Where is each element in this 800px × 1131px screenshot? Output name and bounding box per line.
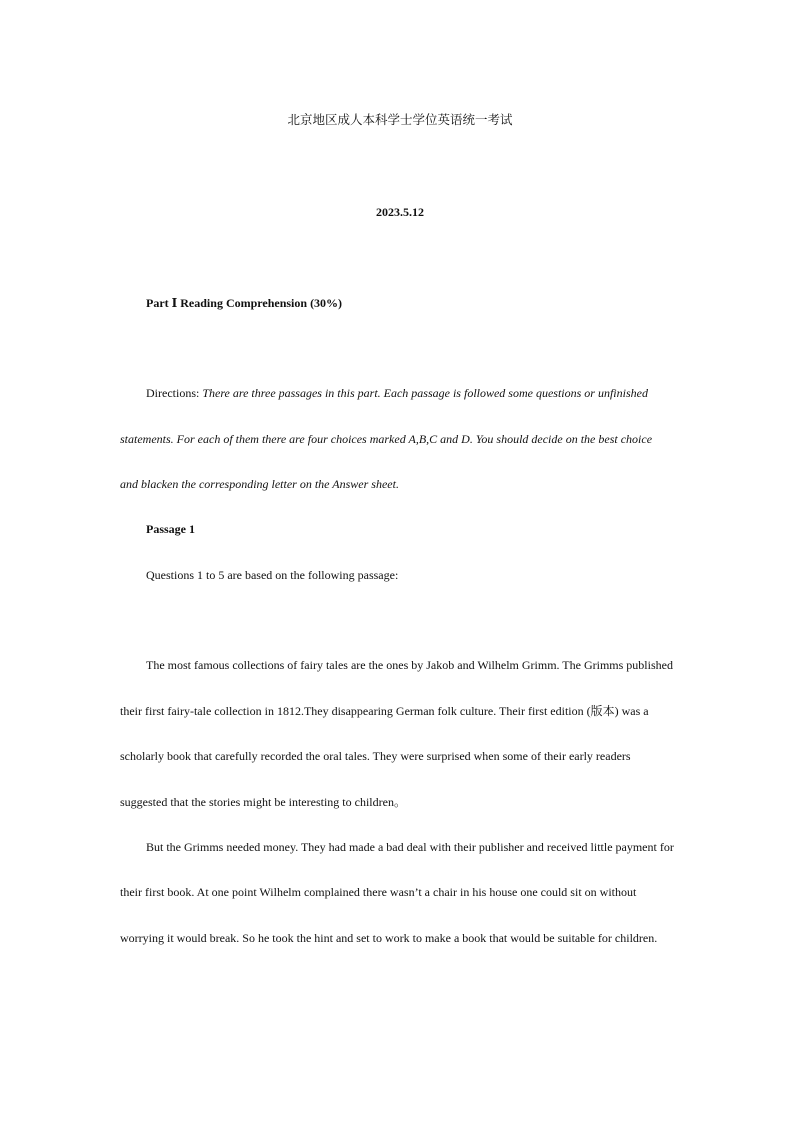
directions-line-1 xyxy=(146,386,648,400)
passage-heading: Passage 1 xyxy=(146,522,195,536)
exam-date: 2023.5.12 xyxy=(376,205,424,219)
paragraph-1-line-4: suggested that the stories might be interesting to children。 xyxy=(120,795,406,809)
directions-line-3: and blacken the corresponding letter on the Answer sheet. xyxy=(120,477,399,491)
paragraph-1-line-2: their first fairy-tale collection in 1812.They disappearing German folk culture. Their first edition (版本) was a xyxy=(120,704,649,718)
paragraph-2-line-2: their first book. At one point Wilhelm complained there wasn’t a chair in his house one could sit on without xyxy=(120,885,637,899)
directions-text-1: There are three passages in this part. Each passage is followed some questions or unfinished xyxy=(202,386,648,400)
paragraph-2-line-3: worrying it would break. So he took the hint and set to work to make a book that would be suitable for children. xyxy=(120,931,658,945)
part-heading: Part Ⅰ Reading Comprehension (30%) xyxy=(146,296,343,310)
paragraph-1-line-3: scholarly book that carefully recorded the oral tales. They were surprised when some of their early readers xyxy=(120,749,631,763)
directions-label: Directions: xyxy=(146,386,200,400)
document-title: 北京地区成人本科学士学位英语统一考试 xyxy=(287,113,513,127)
paragraph-1-line-1: The most famous collections of fairy tales are the ones by Jakob and Wilhelm Grimm. The Grimms published xyxy=(146,658,673,672)
questions-intro: Questions 1 to 5 are based on the following passage: xyxy=(146,568,399,582)
paragraph-2-line-1: But the Grimms needed money. They had made a bad deal with their publisher and received little payment for xyxy=(146,840,674,854)
directions-line-2: statements. For each of them there are four choices marked A,B,C and D. You should decide on the best choice xyxy=(120,432,653,446)
